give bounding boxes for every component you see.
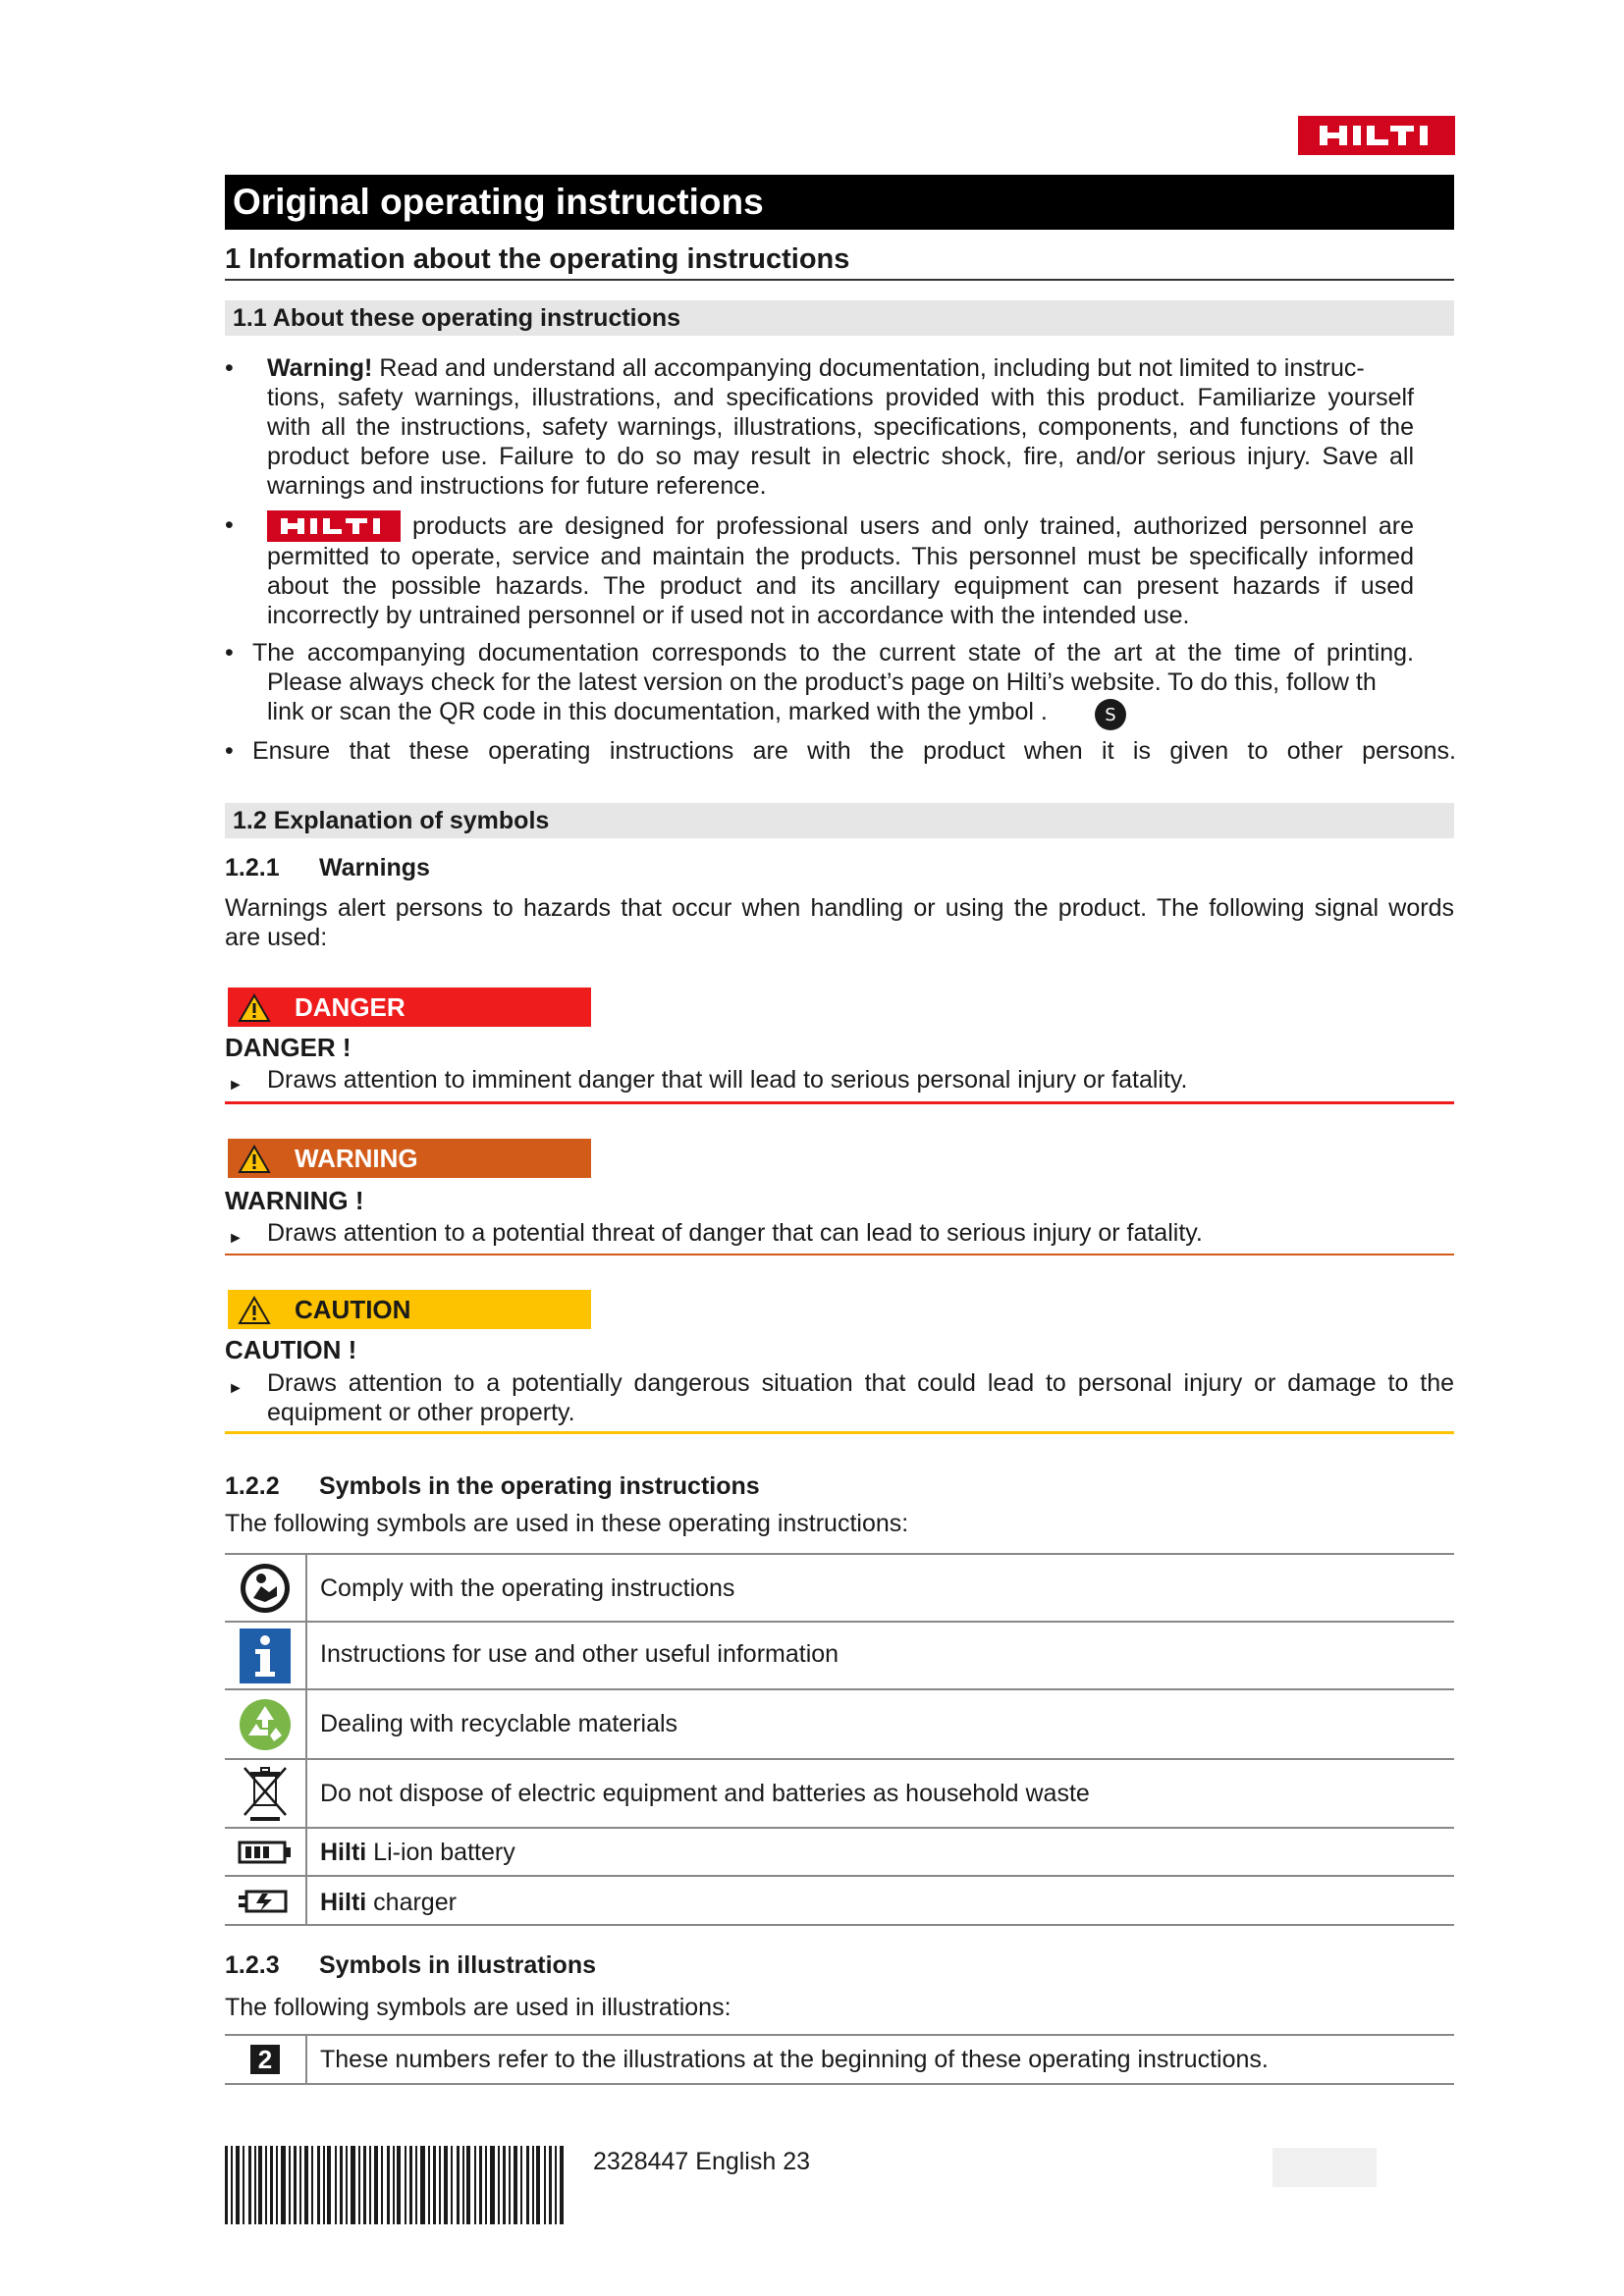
bullet-line: about the possible hazards. The product and its ancillary equipment can present hazards if used [267, 572, 1414, 600]
symbol-description: These numbers refer to the illustrations at the beginning of these operating instructions. [320, 2046, 1269, 2073]
arrow-icon: ► [228, 1077, 244, 1094]
heading-number: 1.2.1 [225, 854, 280, 881]
brand-name: Hilti [320, 1839, 367, 1866]
signal-word: CAUTION [295, 1295, 411, 1324]
warning-triangle-icon [238, 993, 271, 1034]
table-row [225, 2034, 1454, 2085]
badge-number: 2 [250, 2045, 280, 2074]
bullet-dot: • [225, 354, 234, 382]
bullet-line: warnings and instructions for future reference. [267, 472, 767, 500]
description-line: equipment or other property. [267, 1399, 575, 1426]
signal-word: DANGER [295, 992, 406, 1022]
warning-label: Warning! [267, 354, 373, 382]
section-1-2-2-heading [225, 1472, 760, 1501]
page-tab-marker [1272, 2148, 1377, 2187]
heading-title: Symbols in illustrations [319, 1951, 596, 1979]
intro-line: Warnings alert persons to hazards that occur when handling or using the product. The following signal words [225, 894, 1454, 922]
symbols-intro: The following symbols are used in these operating instructions: [225, 1510, 909, 1537]
hilti-logo [1298, 116, 1455, 155]
warning-triangle-icon [238, 1145, 271, 1185]
illustrations-table [225, 2034, 1454, 2085]
illustration-number-badge [225, 2036, 307, 2083]
table-row [225, 1553, 1454, 1621]
bullet-line: The accompanying documentation corresponds to the current state of the art at the time of printing. [252, 639, 1414, 667]
section-1-1-heading: 1.1 About these operating instructions [225, 300, 1454, 336]
qr-symbol-icon [1094, 698, 1127, 731]
bullet-line: tions, safety warnings, illustrations, and specifications provided with this product. Familiarize yourself [267, 384, 1414, 411]
danger-rule [225, 1101, 1454, 1104]
bullet-line: link or scan the QR code in this documentation, marked with the ymbol . [267, 698, 1048, 725]
symbol-description: Instructions for use and other useful information [320, 1640, 839, 1668]
bullet-line: product before use. Failure to do so may result in electric shock, fire, and/or serious injury. Save all [267, 443, 1414, 470]
bullet-dot: • [225, 511, 234, 539]
svg-text:S: S [1105, 705, 1116, 725]
caution-title: CAUTION ! [225, 1335, 357, 1364]
table-row [225, 1827, 1454, 1875]
section-1-2-1-heading [225, 854, 430, 882]
warning-title: WARNING ! [225, 1186, 364, 1215]
arrow-icon: ► [228, 1380, 244, 1397]
warning-rule [225, 1254, 1454, 1255]
symbol-description: Comply with the operating instructions [320, 1575, 735, 1602]
bullet-line: Ensure that these operating instructions are with the product when it is given to other persons. [252, 737, 1456, 765]
table-row [225, 1758, 1454, 1827]
table-row [225, 1688, 1454, 1758]
footer-page-info: 2328447 English 23 [593, 2148, 811, 2175]
bullet-dot: • [225, 639, 234, 667]
read-manual-icon [225, 1555, 307, 1621]
description-line: Draws attention to a potentially dangerous situation that could lead to personal injury or damage to the [267, 1369, 1454, 1397]
bullet-line: products are designed for professional users and only trained, authorized personnel are [412, 512, 1414, 540]
danger-title: DANGER ! [225, 1033, 352, 1062]
warning-signal-box [228, 1139, 591, 1178]
bullet-line: incorrectly by untrained personnel or if used not in accordance with the intended use. [267, 602, 1190, 629]
arrow-icon: ► [228, 1230, 244, 1247]
caution-rule [225, 1431, 1454, 1434]
heading-number: 1.2.2 [225, 1472, 280, 1500]
heading-title: Symbols in the operating instructions [319, 1472, 760, 1500]
bullet-line: permitted to operate, service and maintain the products. This personnel must be specifically informed [267, 543, 1414, 570]
bullet-line: Please always check for the latest version on the product’s page on Hilti’s website. To do this, follow th [267, 668, 1377, 696]
info-icon [225, 1623, 307, 1688]
symbols-table [225, 1553, 1454, 1928]
description-line: Draws attention to imminent danger that will lead to serious personal injury or fatality. [267, 1066, 1188, 1094]
symbol-description: charger [373, 1889, 457, 1916]
section-1-2-3-heading [225, 1951, 596, 1980]
heading-number: 1.2.3 [225, 1951, 280, 1979]
charger-icon [225, 1877, 307, 1924]
bullet-dot: • [225, 737, 234, 765]
battery-icon [225, 1829, 307, 1875]
warning-triangle-icon [238, 1296, 271, 1336]
symbol-description: Dealing with recyclable materials [320, 1710, 678, 1737]
table-row [225, 1875, 1454, 1926]
description-line: Draws attention to a potential threat of danger that can lead to serious injury or fatality. [267, 1219, 1203, 1247]
hilti-inline-logo [267, 510, 401, 542]
bullet-line: with all the instructions, safety warnings, illustrations, specifications, components, and functions of the [267, 413, 1414, 441]
section-1-2-heading: 1.2 Explanation of symbols [225, 803, 1454, 838]
brand-name: Hilti [320, 1889, 367, 1916]
symbol-description: Do not dispose of electric equipment and batteries as household waste [320, 1780, 1090, 1807]
caution-signal-box [228, 1290, 591, 1329]
signal-word: WARNING [295, 1144, 418, 1173]
section-1-heading: 1 Information about the operating instructions [225, 240, 1454, 281]
bullet-line: Read and understand all accompanying documentation, including but not limited to instruc- [379, 354, 1365, 382]
heading-title: Warnings [319, 854, 430, 881]
document-title: Original operating instructions [225, 175, 1454, 230]
intro-line: are used: [225, 924, 328, 951]
warning-description [225, 1218, 1454, 1248]
caution-description [225, 1368, 1454, 1427]
danger-signal-box [228, 988, 591, 1027]
symbol-description: Li-ion battery [373, 1839, 515, 1866]
warnings-intro [225, 893, 1454, 952]
recycle-icon [225, 1690, 307, 1758]
table-row [225, 1621, 1454, 1688]
crossed-bin-icon [225, 1760, 307, 1827]
barcode [225, 2146, 564, 2224]
illustrations-intro: The following symbols are used in illustrations: [225, 1994, 731, 2021]
danger-description [225, 1065, 1454, 1095]
